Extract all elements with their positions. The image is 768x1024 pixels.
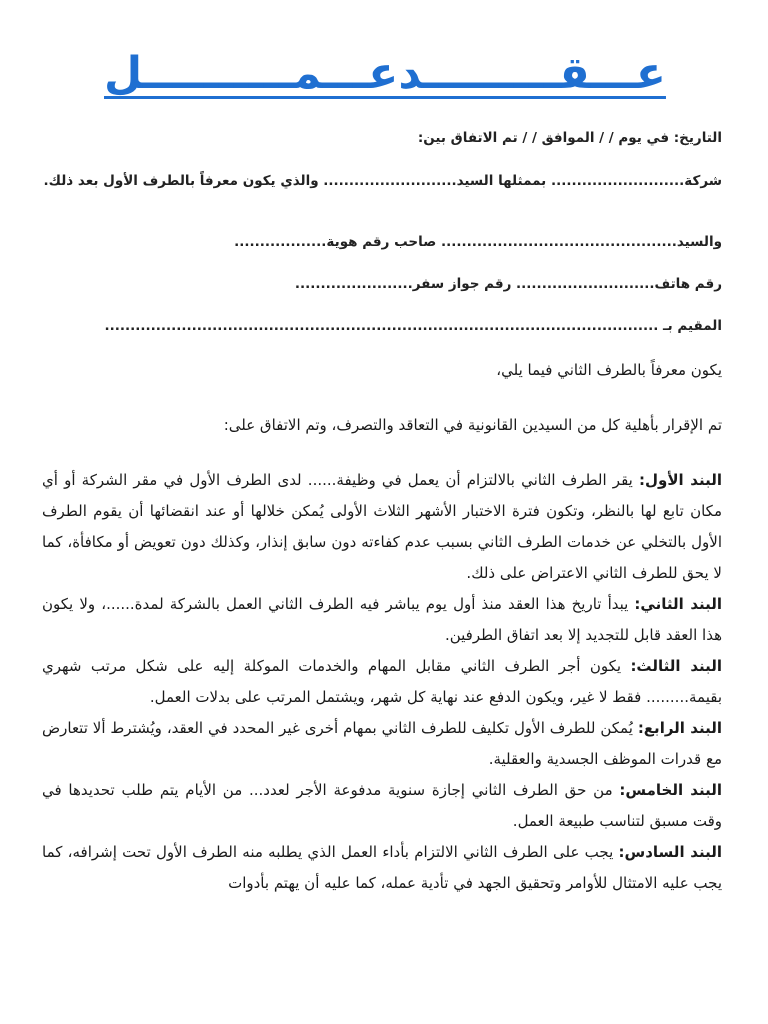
clause-text: يكون أجر الطرف الثاني مقابل المهام والخدمات الموكلة إليه على شكل مرتب شهري بقيمة......... فقط لا غير، ويكون الدفع عند نهاية كل شهر، ويشتمل المرتب على بدلات العمل.	[42, 657, 722, 706]
clause-label: البند الخامس:	[619, 781, 722, 799]
clause-text: يبدأ تاريخ هذا العقد منذ أول يوم يباشر فيه الطرف الثاني العمل بالشركة لمدة......، ولا يكون هذا العقد قابل للتجديد إلا بعد اتفاق الطرفين.	[42, 595, 722, 644]
clause-label: البند الأول:	[639, 471, 722, 489]
clause-text: من حق الطرف الثاني إجازة سنوية مدفوعة الأجر لعدد... من الأيام يتم طلب تحديدها في وقت مسبق لتناسب طبيعة العمل.	[42, 781, 722, 830]
clause-text: يجب على الطرف الثاني الالتزام بأداء العمل الذي يطلبه منه الطرف الأول تحت إشرافه، كما يجب عليه الامتثال للأوامر وتحقيق الجهد في تأدية عمله، كما عليه أن يهتم بأدوات	[42, 843, 722, 892]
company-party-line: شركة.......................... بممثلها السيد.......................... والذي يكون معرفاً بالطرف الأول بعد ذلك.	[43, 173, 722, 189]
clause-text: يُمكن للطرف الأول تكليف للطرف الثاني بمهام أخرى غير المحدد في العقد، ويُشترط ألا تتعارض مع قدرات الموظف الجسدية والعقلية.	[42, 719, 722, 768]
intro-second-party: يكون معرفاً بالطرف الثاني فيما يلي،	[496, 361, 722, 379]
clause-label: البند الرابع:	[637, 719, 722, 737]
clause-label: البند الثاني:	[634, 595, 722, 613]
clause-1	[42, 465, 722, 589]
clause-6	[42, 837, 722, 899]
clause-text: يقر الطرف الثاني بالالتزام أن يعمل في وظيفة...... لدى الطرف الأول في مقر الشركة أو أي مكان تابع لها بالنظر، وتكون فترة الاختبار الأشهر الثلاث الأولى يُمكن خلالها أو عند انقضائها أن يقوم الطرف الأول بالتخلي عن خدمات الطرف الثاني بسبب عدم كفاءته دون سابق إنذار، وكذلك دون تعويض أو مكافأة، كما لا يحق للطرف الثاني الاعتراض على ذلك.	[42, 471, 722, 582]
second-party-id-line: والسيد.............................................. صاحب رقم هوية..................	[234, 234, 722, 250]
document-title: عـــقـــــــــدعـــمــــــــــل	[104, 48, 666, 99]
clause-2	[42, 589, 722, 651]
clause-label: البند السادس:	[618, 843, 722, 861]
clause-5	[42, 775, 722, 837]
clauses-section	[42, 465, 722, 899]
date-agreement-line: التاريخ: في يوم / / الموافق / / تم الاتفاق بين:	[417, 130, 722, 146]
clause-3	[42, 651, 722, 713]
intro-agreement: تم الإقرار بأهلية كل من السيدين القانونية في التعاقد والتصرف، وتم الاتفاق على:	[223, 416, 722, 434]
residence-line: المقيم بـ ............................................................................................................	[104, 318, 722, 334]
phone-passport-line: رقم هاتف........................... رقم جواز سفر.......................	[294, 276, 722, 292]
clause-4	[42, 713, 722, 775]
clause-label: البند الثالث:	[630, 657, 722, 675]
